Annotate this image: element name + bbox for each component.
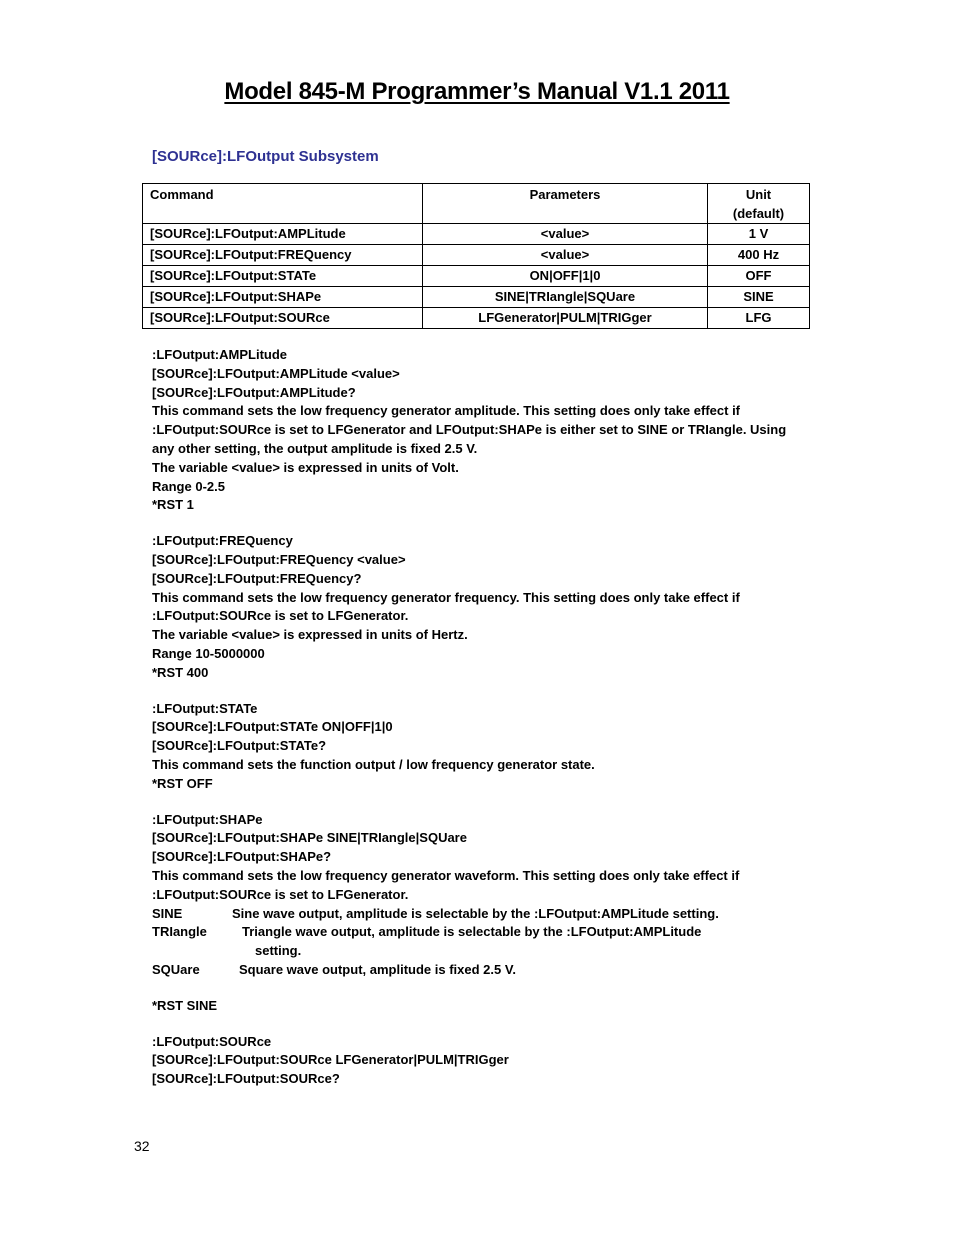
row-parameters: SINE|TRIangle|SQUare xyxy=(423,287,708,308)
section-title: [SOURce]:LFOutput Subsystem xyxy=(152,148,379,165)
frequency-heading: :LFOutput:FREQuency xyxy=(152,533,293,549)
table-row xyxy=(143,287,810,308)
row-command: [SOURce]:LFOutput:STATe xyxy=(143,266,423,287)
table-row xyxy=(143,266,810,287)
frequency-desc: This command sets the low frequency generator frequency. This setting does only take effect if xyxy=(152,589,740,605)
row-command: [SOURce]:LFOutput:AMPLitude xyxy=(143,224,423,245)
frequency-rst: *RST 400 xyxy=(152,664,209,680)
table-row xyxy=(143,224,810,245)
row-parameters: LFGenerator|PULM|TRIGger xyxy=(423,308,708,329)
spacer xyxy=(152,683,812,700)
source-syntax-query: [SOURce]:LFOutput:SOURce? xyxy=(152,1071,340,1087)
amplitude-variable: The variable <value> is expressed in units of Volt. xyxy=(152,459,459,475)
table-header-row xyxy=(143,184,810,224)
command-table xyxy=(142,183,810,329)
spacer xyxy=(152,515,812,532)
shape-syntax-set: [SOURce]:LFOutput:SHAPe SINE|TRIangle|SQUare xyxy=(152,830,467,846)
row-unit: 400 Hz xyxy=(708,245,810,266)
source-syntax-set: [SOURce]:LFOutput:SOURce LFGenerator|PULM|TRIGger xyxy=(152,1052,509,1068)
state-desc: This command sets the function output / low frequency generator state. xyxy=(152,756,595,772)
shape-option-desc-cont: setting. xyxy=(255,943,302,959)
row-unit: 1 V xyxy=(708,224,810,245)
header-command: Command xyxy=(143,184,423,224)
amplitude-syntax-query: [SOURce]:LFOutput:AMPLitude? xyxy=(152,384,356,400)
amplitude-desc: any other setting, the output amplitude is fixed 2.5 V. xyxy=(152,440,478,456)
shape-option-key: TRIangle xyxy=(152,924,207,940)
page-title-text: Model 845-M Programmer’s Manual V1.1 2011 xyxy=(224,78,730,105)
header-unit xyxy=(708,184,810,224)
row-unit: SINE xyxy=(708,287,810,308)
spacer xyxy=(152,1016,812,1033)
state-syntax-set: [SOURce]:LFOutput:STATe ON|OFF|1|0 xyxy=(152,719,393,735)
amplitude-desc: This command sets the low frequency generator amplitude. This setting does only take effect if xyxy=(152,403,741,419)
state-heading: :LFOutput:STATe xyxy=(152,700,258,716)
shape-desc: This command sets the low frequency generator waveform. This setting does only take effect if xyxy=(152,867,740,883)
page-title xyxy=(0,78,954,106)
amplitude-desc: :LFOutput:SOURce is set to LFGenerator and LFOutput:SHAPe is either set to SINE or TRIangle. Using xyxy=(152,422,787,438)
frequency-syntax-set: [SOURce]:LFOutput:FREQuency <value> xyxy=(152,551,406,567)
shape-option-key: SQUare xyxy=(152,961,200,977)
amplitude-syntax-set: [SOURce]:LFOutput:AMPLitude <value> xyxy=(152,365,400,381)
shape-desc: :LFOutput:SOURce is set to LFGenerator. xyxy=(152,886,409,902)
spacer xyxy=(152,794,812,811)
header-unit-line2: (default) xyxy=(732,206,785,221)
row-command: [SOURce]:LFOutput:SOURce xyxy=(143,308,423,329)
table-row xyxy=(143,308,810,329)
shape-option-desc: Sine wave output, amplitude is selectable by the :LFOutput:AMPLitude setting. xyxy=(232,905,719,921)
row-unit: LFG xyxy=(708,308,810,329)
frequency-variable: The variable <value> is expressed in units of Hertz. xyxy=(152,627,468,643)
row-unit: OFF xyxy=(708,266,810,287)
table-row xyxy=(143,245,810,266)
row-parameters: <value> xyxy=(423,245,708,266)
shape-option-desc: Square wave output, amplitude is fixed 2.5 V. xyxy=(239,961,516,977)
shape-option-square xyxy=(152,961,812,980)
shape-rst: *RST SINE xyxy=(152,997,218,1013)
amplitude-rst: *RST 1 xyxy=(152,497,194,513)
header-unit-line1: Unit xyxy=(745,187,772,202)
shape-option-triangle xyxy=(152,923,812,942)
row-command: [SOURce]:LFOutput:SHAPe xyxy=(143,287,423,308)
page-number: 32 xyxy=(134,1138,150,1154)
amplitude-heading: :LFOutput:AMPLitude xyxy=(152,347,288,362)
spacer xyxy=(152,980,812,997)
source-heading: :LFOutput:SOURce xyxy=(152,1033,272,1049)
frequency-syntax-query: [SOURce]:LFOutput:FREQuency? xyxy=(152,570,362,586)
amplitude-range: Range 0-2.5 xyxy=(152,478,225,494)
manual-body xyxy=(152,346,812,1089)
row-command: [SOURce]:LFOutput:FREQuency xyxy=(143,245,423,266)
row-parameters: <value> xyxy=(423,224,708,245)
shape-option-sine xyxy=(152,905,812,924)
shape-option-desc: Triangle wave output, amplitude is selectable by the :LFOutput:AMPLitude xyxy=(242,924,702,940)
frequency-range: Range 10-5000000 xyxy=(152,645,265,661)
shape-heading: :LFOutput:SHAPe xyxy=(152,811,263,827)
state-rst: *RST OFF xyxy=(152,775,213,791)
state-syntax-query: [SOURce]:LFOutput:STATe? xyxy=(152,738,327,754)
header-parameters: Parameters xyxy=(423,184,708,224)
frequency-desc: :LFOutput:SOURce is set to LFGenerator. xyxy=(152,608,409,624)
row-parameters: ON|OFF|1|0 xyxy=(423,266,708,287)
shape-option-key: SINE xyxy=(152,905,183,921)
shape-syntax-query: [SOURce]:LFOutput:SHAPe? xyxy=(152,849,332,865)
